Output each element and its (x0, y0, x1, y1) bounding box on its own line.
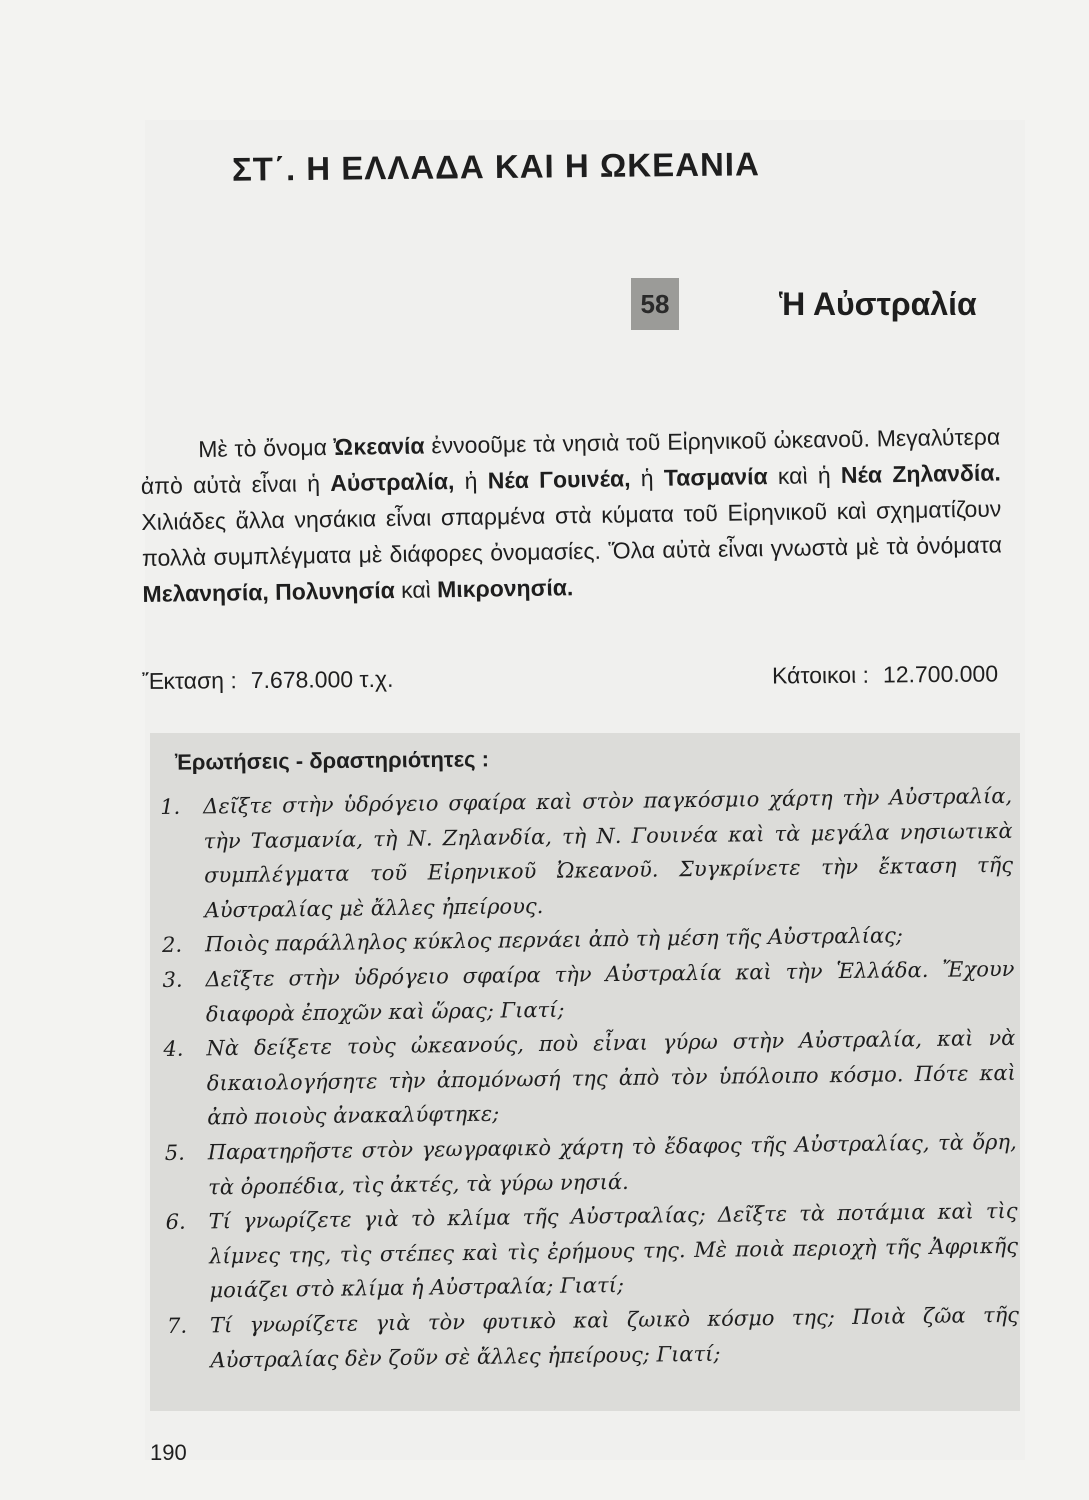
questions-heading: Ἐρωτήσεις - δραστηριότητες : (174, 746, 490, 775)
question-item (165, 1194, 1018, 1309)
intro-paragraph: Μὲ τὸ ὄνομα Ὠκεανία ἐννοοῦμε τὰ νησιὰ τοῦ Εἰρηνικοῦ ὠκεανοῦ. Μεγαλύτερα ἀπὸ αὐτὰ εἶναι ἡ Αὐστραλία, ἡ Νέα Γουινέα, ἡ Τασμανία καὶ ἡ Νέα Ζηλανδία. Χιλιάδες ἄλλα νησάκια εἶναι σπαρμένα στὰ κύματα τοῦ Εἰρηνικοῦ καὶ σχηματίζουν πολλὰ συμπλέγματα μὲ διάφορες ὀνομασίες. Ὅλα αὐτὰ εἶναι γνωστὰ μὲ τὰ ὀνόματα Μελανησία, Πολυνησία καὶ Μικρονησία. (140, 423, 1003, 607)
term-micronesia: Μικρονησία. (436, 574, 574, 603)
term-oceania: Ὠκεανία (333, 432, 425, 460)
question-text: Τί γνωρίζετε γιὰ τὸ κλίμα τῆς Αὐστραλίας; Δεῖξτε τὰ ποτάμια καὶ τὶς λίμνες της, τὶς στέπες καὶ τὶς ἐρήμους της. Μὲ ποιὰ περιοχὴ τῆς Ἀφρικῆς μοιάζει στὸ κλίμα ἡ Αὐστραλία; Γιατί; (208, 1198, 1019, 1303)
question-text: Παρατηρῆστε στὸν γεωγραφικὸ χάρτη τὸ ἔδαφος τῆς Αὐστραλίας, τὰ ὄρη, τὰ ὀροπέδια, τὶς ἀκτές, τὰ γύρω νησιά. (207, 1129, 1017, 1199)
population-stat (772, 661, 998, 690)
question-number: 6. (165, 1209, 186, 1235)
question-number: 1. (160, 794, 181, 819)
term-tasmania: Τασμανία (663, 463, 768, 491)
question-text: Ποιὸς παράλληλος κύκλος περνάει ἀπὸ τὴ μέση τῆς Αὐστραλίας; (204, 923, 904, 957)
question-number: 4. (163, 1036, 184, 1062)
question-item (163, 1021, 1016, 1136)
lesson-number-badge: 58 (631, 278, 679, 330)
question-text: Τί γνωρίζετε γιὰ τὸν φυτικὸ καὶ ζωικὸ κόσμο της; Ποιὰ ζῶα τῆς Αὐστραλίας δὲν ζοῦν σὲ ἄλλες ἠπείρους; Γιατί; (209, 1302, 1020, 1372)
area-stat (142, 666, 394, 695)
term-australia: Αὐστραλία, (330, 468, 455, 497)
question-text: Δεῖξτε στὴν ὑδρόγειο σφαίρα καὶ στὸν παγκόσμιο χάρτη τὴν Αὐστραλία, τὴν Τασμανία, τὴ Ν. Ζηλανδία, τὴ Ν. Γουινέα καὶ τὰ μεγάλα νησιωτικὰ συμπλέγματα τοῦ Εἰρηνικοῦ Ὠκεανοῦ. Συγκρίνετε τὴν ἔκταση τῆς Αὐστραλίας μὲ ἄλλες ἠπείρους. (203, 783, 1014, 923)
population-label: Κάτοικοι : (771, 661, 870, 689)
term-new-zealand: Νέα Ζηλανδία. (840, 459, 1001, 488)
question-text: Νὰ δείξετε τοὺς ὠκεανούς, ποὺ εἶναι γύρω στὴν Αὐστραλία, καὶ νὰ δικαιολογήσητε τὴν ἀπομόνωσή της ἀπὸ τὸν ὑπόλοιπο κόσμο. Πότε καὶ ἀπὸ ποιοὺς ἀνακαλύφτηκε; (206, 1025, 1016, 1130)
question-text: Δεῖξτε στὴν ὑδρόγειο σφαίρα τὴν Αὐστραλία καὶ τὴν Ἑλλάδα. Ἔχουν διαφορὰ ἐποχῶν καὶ ὥρας; Γιατί; (205, 956, 1015, 1026)
question-number: 3. (162, 967, 183, 992)
question-item (167, 1298, 1020, 1378)
question-item (165, 1125, 1018, 1205)
question-number: 7. (166, 1313, 188, 1338)
questions-list (160, 779, 1020, 1378)
question-item (162, 952, 1015, 1032)
term-melanesia-polynesia: Μελανησία, Πολυνησία (142, 577, 395, 607)
area-label: Ἔκταση : (142, 667, 237, 694)
population-value: 12.700.000 (882, 660, 999, 688)
chapter-title: ΣΤ΄. Η ΕΛΛΑΔΑ ΚΑΙ Η ΩΚΕΑΝΙΑ (231, 145, 761, 188)
question-number: 5. (164, 1140, 185, 1165)
page-number: 190 (150, 1440, 187, 1465)
question-item (160, 779, 1014, 929)
term-new-guinea: Νέα Γουινέα, (487, 465, 631, 494)
question-number: 2. (161, 933, 183, 958)
area-value: 7.678.000 τ.χ. (250, 665, 394, 694)
lesson-title: Ἡ Αὐστραλία (779, 286, 977, 322)
